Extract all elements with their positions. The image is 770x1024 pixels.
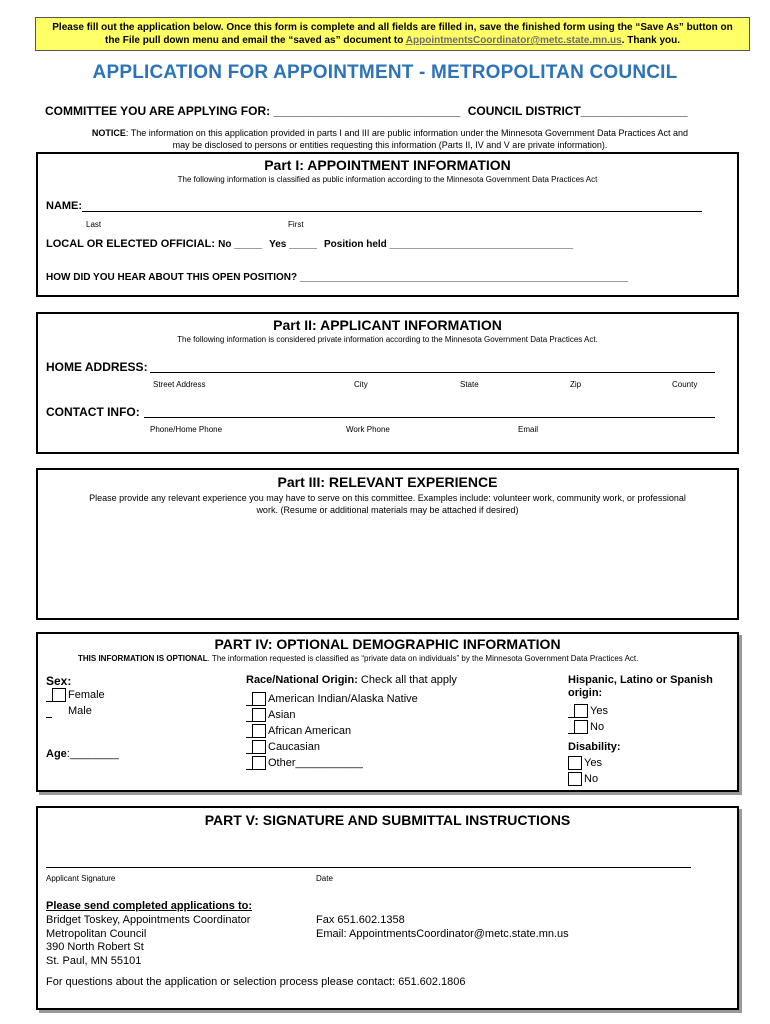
official-label-text: LOCAL OR ELECTED OFFICIAL: xyxy=(46,238,216,250)
part4-optional-note xyxy=(78,654,638,663)
other-label: Other___________ xyxy=(268,757,363,769)
race-option-other[interactable] xyxy=(246,756,363,770)
first-name-caption: First xyxy=(288,220,304,229)
disability-no-checkbox[interactable] xyxy=(568,772,582,786)
caucasian-checkbox[interactable] xyxy=(252,740,266,754)
official-yes-field[interactable]: Yes _____ xyxy=(269,239,317,250)
part1-subtitle: The following information is classified as public information according to the Minnesota Government Data Practices Act xyxy=(177,175,598,184)
send-applications-label: Please send completed applications to: xyxy=(46,900,253,912)
instructions-banner xyxy=(35,17,750,51)
american-indian-checkbox[interactable] xyxy=(252,692,266,706)
optional-text: . The information requested is classified as “private data on individuals” by the Minnesota Government Data Practices Act. xyxy=(207,654,639,663)
notice xyxy=(40,127,740,151)
hispanic-no-checkbox[interactable] xyxy=(574,720,588,734)
position-held-field[interactable]: Position held _________________________________ xyxy=(324,239,574,250)
email-caption: Email xyxy=(518,425,539,434)
race-option-american-indian[interactable] xyxy=(246,692,418,706)
fax-number: Fax 651.602.1358 xyxy=(316,914,405,926)
banner-line-2-text: the File pull down menu and email the “saved as” document to xyxy=(104,35,406,46)
hispanic-yes-option[interactable] xyxy=(568,704,608,718)
signature-caption: Applicant Signature xyxy=(46,874,116,883)
part1-section xyxy=(36,152,739,297)
experience-text-area[interactable] xyxy=(42,518,732,614)
female-checkbox[interactable] xyxy=(52,688,66,702)
date-caption: Date xyxy=(316,874,333,883)
contact-email: Email: AppointmentsCoordinator@metc.state.mn.us xyxy=(316,927,569,940)
disability-no-option[interactable] xyxy=(568,772,598,786)
banner-line-2 xyxy=(36,34,749,47)
disability-yes-label: Yes xyxy=(584,757,602,769)
hispanic-yes-checkbox[interactable] xyxy=(574,704,588,718)
address-line-4: St. Paul, MN 55101 xyxy=(46,954,142,967)
african-american-label: African American xyxy=(268,725,352,737)
name-field[interactable] xyxy=(82,211,702,212)
address-line-1: Bridget Toskey, Appointments Coordinator xyxy=(46,914,251,926)
home-address-label: HOME ADDRESS: xyxy=(46,360,148,374)
notice-text-2: may be disclosed to persons or entities requesting this information (Parts II, IV and V are private information). xyxy=(172,140,608,150)
part5-title: PART V: SIGNATURE AND SUBMITTAL INSTRUCTIONS xyxy=(204,812,571,828)
street-caption: Street Address xyxy=(153,380,206,389)
part3-title: Part III: RELEVANT EXPERIENCE xyxy=(277,474,498,490)
other-checkbox[interactable] xyxy=(252,756,266,770)
asian-label: Asian xyxy=(268,709,296,721)
part3-section xyxy=(36,468,739,620)
part3-text-2: work. (Resume or additional materials may be attached if desired) xyxy=(256,505,519,515)
city-caption: City xyxy=(354,380,368,389)
last-name-caption: Last xyxy=(86,220,102,229)
contact-info-label: CONTACT INFO: xyxy=(46,405,140,419)
zip-caption: Zip xyxy=(570,380,582,389)
part3-instructions xyxy=(38,492,737,516)
page-title: APPLICATION FOR APPOINTMENT - METROPOLITAN COUNCIL xyxy=(92,62,678,83)
hispanic-yes-label: Yes xyxy=(590,705,608,717)
sex-male-option[interactable] xyxy=(46,704,92,718)
name-label: NAME: xyxy=(46,200,83,212)
male-label: Male xyxy=(68,705,92,717)
notice-text-1: : The information on this application provided in parts I and III are public information under the Minnesota Government Data Practices Act and xyxy=(125,128,689,138)
hear-about-field[interactable]: HOW DID YOU HEAR ABOUT THIS OPEN POSITION? ___________________________________________________________ xyxy=(46,272,629,283)
sex-label: Sex: xyxy=(46,674,72,688)
signature-line[interactable] xyxy=(46,867,691,868)
official-no-field[interactable]: No _____ xyxy=(218,239,263,250)
official-label xyxy=(46,238,573,250)
banner-line-2-end: . Thank you. xyxy=(621,35,681,46)
age-field[interactable]: Age:________ xyxy=(46,748,119,760)
part2-subtitle: The following information is considered private information according to the Minnesota Government Data Practices Act. xyxy=(177,335,598,344)
committee-line xyxy=(45,104,688,118)
asian-checkbox[interactable] xyxy=(252,708,266,722)
part4-title: PART IV: OPTIONAL DEMOGRAPHIC INFORMATION xyxy=(214,636,561,652)
coordinator-email-link[interactable]: AppointmentsCoordinator@metc.state.mn.us xyxy=(405,35,622,46)
disability-no-label: No xyxy=(584,773,599,785)
hispanic-label: Hispanic, Latino or Spanish origin: xyxy=(568,674,713,699)
part2-title: Part II: APPLICANT INFORMATION xyxy=(273,317,502,333)
race-option-african-american[interactable] xyxy=(246,724,351,738)
state-caption: State xyxy=(460,380,479,389)
disability-yes-option[interactable] xyxy=(568,756,602,770)
race-option-asian[interactable] xyxy=(246,708,296,722)
part2-section xyxy=(36,312,739,454)
contact-details xyxy=(316,914,569,941)
disability-label: Disability: xyxy=(568,741,621,753)
part4-section xyxy=(36,632,739,792)
race-option-caucasian[interactable] xyxy=(246,740,320,754)
race-label: Race/National Origin: Check all that apply xyxy=(246,674,457,686)
address-line-3: 390 North Robert St xyxy=(46,941,144,953)
work-phone-caption: Work Phone xyxy=(346,425,390,434)
county-caption: County xyxy=(672,380,698,389)
contact-info-field[interactable] xyxy=(144,417,715,418)
african-american-checkbox[interactable] xyxy=(252,724,266,738)
home-phone-caption: Phone/Home Phone xyxy=(150,425,223,434)
address-line-2: Metropolitan Council xyxy=(46,927,147,940)
sex-female-option[interactable] xyxy=(46,688,105,702)
american-indian-label: American Indian/Alaska Native xyxy=(268,693,418,705)
part1-title: Part I: APPOINTMENT INFORMATION xyxy=(264,157,511,173)
optional-label: THIS INFORMATION IS OPTIONAL xyxy=(78,654,208,663)
disability-yes-checkbox[interactable] xyxy=(568,756,582,770)
hispanic-no-label: No xyxy=(590,721,605,733)
hispanic-no-option[interactable] xyxy=(568,720,604,734)
home-address-field[interactable] xyxy=(150,372,715,373)
notice-label: NOTICE xyxy=(91,128,126,138)
part3-text-1: Please provide any relevant experience you may have to serve on this committee. Examples include: volunteer work, community work, or professional xyxy=(89,493,686,503)
questions-contact: For questions about the application or selection process please contact: 651.602.1806 xyxy=(46,976,466,988)
committee-field[interactable]: COMMITTEE YOU ARE APPLYING FOR: ____________________________ xyxy=(45,104,461,118)
female-label: Female xyxy=(68,689,105,701)
banner-line-1: Please fill out the application below. Once this form is complete and all fields are filled in, save the finished form using the “Save As” button on xyxy=(52,22,733,33)
council-district-field[interactable]: COUNCIL DISTRICT________________ xyxy=(467,104,688,118)
caucasian-label: Caucasian xyxy=(268,741,320,753)
mailing-address xyxy=(46,914,250,968)
part5-section xyxy=(36,806,739,1010)
